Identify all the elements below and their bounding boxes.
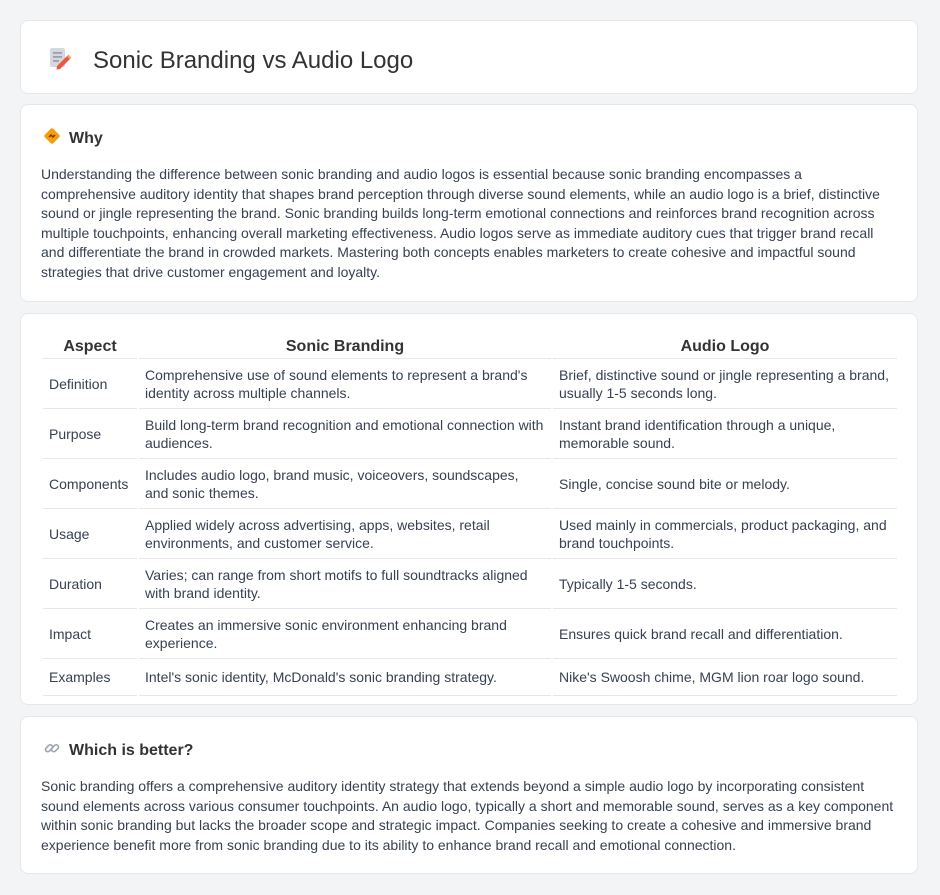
header-audio-logo: Audio Logo xyxy=(553,336,897,359)
link-icon xyxy=(43,739,61,762)
sonic-branding-cell: Comprehensive use of sound elements to represent a brand's identity across multiple channels. xyxy=(139,361,551,409)
diamond-signpost-icon xyxy=(43,127,61,150)
sonic-branding-cell: Build long-term brand recognition and emotional connection with audiences. xyxy=(139,411,551,459)
table-header-row xyxy=(43,336,897,359)
table-row xyxy=(43,411,897,459)
table-row xyxy=(43,511,897,559)
sonic-branding-cell: Applied widely across advertising, apps, websites, retail environments, and customer service. xyxy=(139,511,551,559)
which-is-better-section xyxy=(20,716,918,874)
audio-logo-cell: Ensures quick brand recall and differentiation. xyxy=(553,611,897,659)
sonic-branding-cell: Varies; can range from short motifs to full soundtracks aligned with brand identity. xyxy=(139,561,551,609)
aspect-cell: Examples xyxy=(43,661,137,696)
sonic-branding-cell: Includes audio logo, brand music, voiceovers, soundscapes, and sonic themes. xyxy=(139,461,551,509)
aspect-cell: Components xyxy=(43,461,137,509)
audio-logo-cell: Typically 1-5 seconds. xyxy=(553,561,897,609)
why-heading: Why xyxy=(69,129,103,147)
document-pencil-icon xyxy=(47,45,73,76)
aspect-cell: Impact xyxy=(43,611,137,659)
better-text: Sonic branding offers a comprehensive auditory identity strategy that extends beyond a simple audio logo by incorporating consistent sound elements across various consumer touchpoints. An audio logo, typically a short and memorable sound, serves as a key component within sonic branding but lacks the broader scope and strategic impact. Companies seeking to create a cohesive and immersive brand experience benefit more from sonic branding due to its ability to enhance brand recall and emotional connection. xyxy=(41,778,894,853)
why-text: Understanding the difference between sonic branding and audio logos is essential because sonic branding encompasses a comprehensive auditory identity that shapes brand perception through diverse sound elements, while an audio logo is a brief, distinctive sound or jingle representing the brand. Sonic branding builds long-term emotional connections and reinforces brand recognition across multiple touchpoints, enhancing overall marketing effectiveness. Audio logos serve as immediate auditory cues that trigger brand recall and differentiate the brand in crowded markets. Mastering both concepts enables marketers to create cohesive and impactful sound strategies that drive customer engagement and loyalty. xyxy=(41,166,880,280)
table-row xyxy=(43,361,897,409)
audio-logo-cell: Used mainly in commercials, product packaging, and brand touchpoints. xyxy=(553,511,897,559)
title-card xyxy=(20,20,918,94)
sonic-branding-cell: Intel's sonic identity, McDonald's sonic branding strategy. xyxy=(139,661,551,696)
table-row xyxy=(43,661,897,696)
table-row xyxy=(43,611,897,659)
audio-logo-cell: Brief, distinctive sound or jingle representing a brand, usually 1-5 seconds long. xyxy=(553,361,897,409)
audio-logo-cell: Single, concise sound bite or melody. xyxy=(553,461,897,509)
header-sonic-branding: Sonic Branding xyxy=(139,336,551,359)
page-title: Sonic Branding vs Audio Logo xyxy=(93,46,414,74)
header-aspect: Aspect xyxy=(43,336,137,359)
table-row xyxy=(43,561,897,609)
better-heading: Which is better? xyxy=(69,741,194,759)
aspect-cell: Usage xyxy=(43,511,137,559)
sonic-branding-cell: Creates an immersive sonic environment enhancing brand experience. xyxy=(139,611,551,659)
comparison-table-card xyxy=(20,313,918,705)
audio-logo-cell: Instant brand identification through a unique, memorable sound. xyxy=(553,411,897,459)
comparison-table xyxy=(41,334,899,698)
aspect-cell: Definition xyxy=(43,361,137,409)
why-section xyxy=(20,104,918,302)
audio-logo-cell: Nike's Swoosh chime, MGM lion roar logo sound. xyxy=(553,661,897,696)
aspect-cell: Duration xyxy=(43,561,137,609)
aspect-cell: Purpose xyxy=(43,411,137,459)
table-row xyxy=(43,461,897,509)
